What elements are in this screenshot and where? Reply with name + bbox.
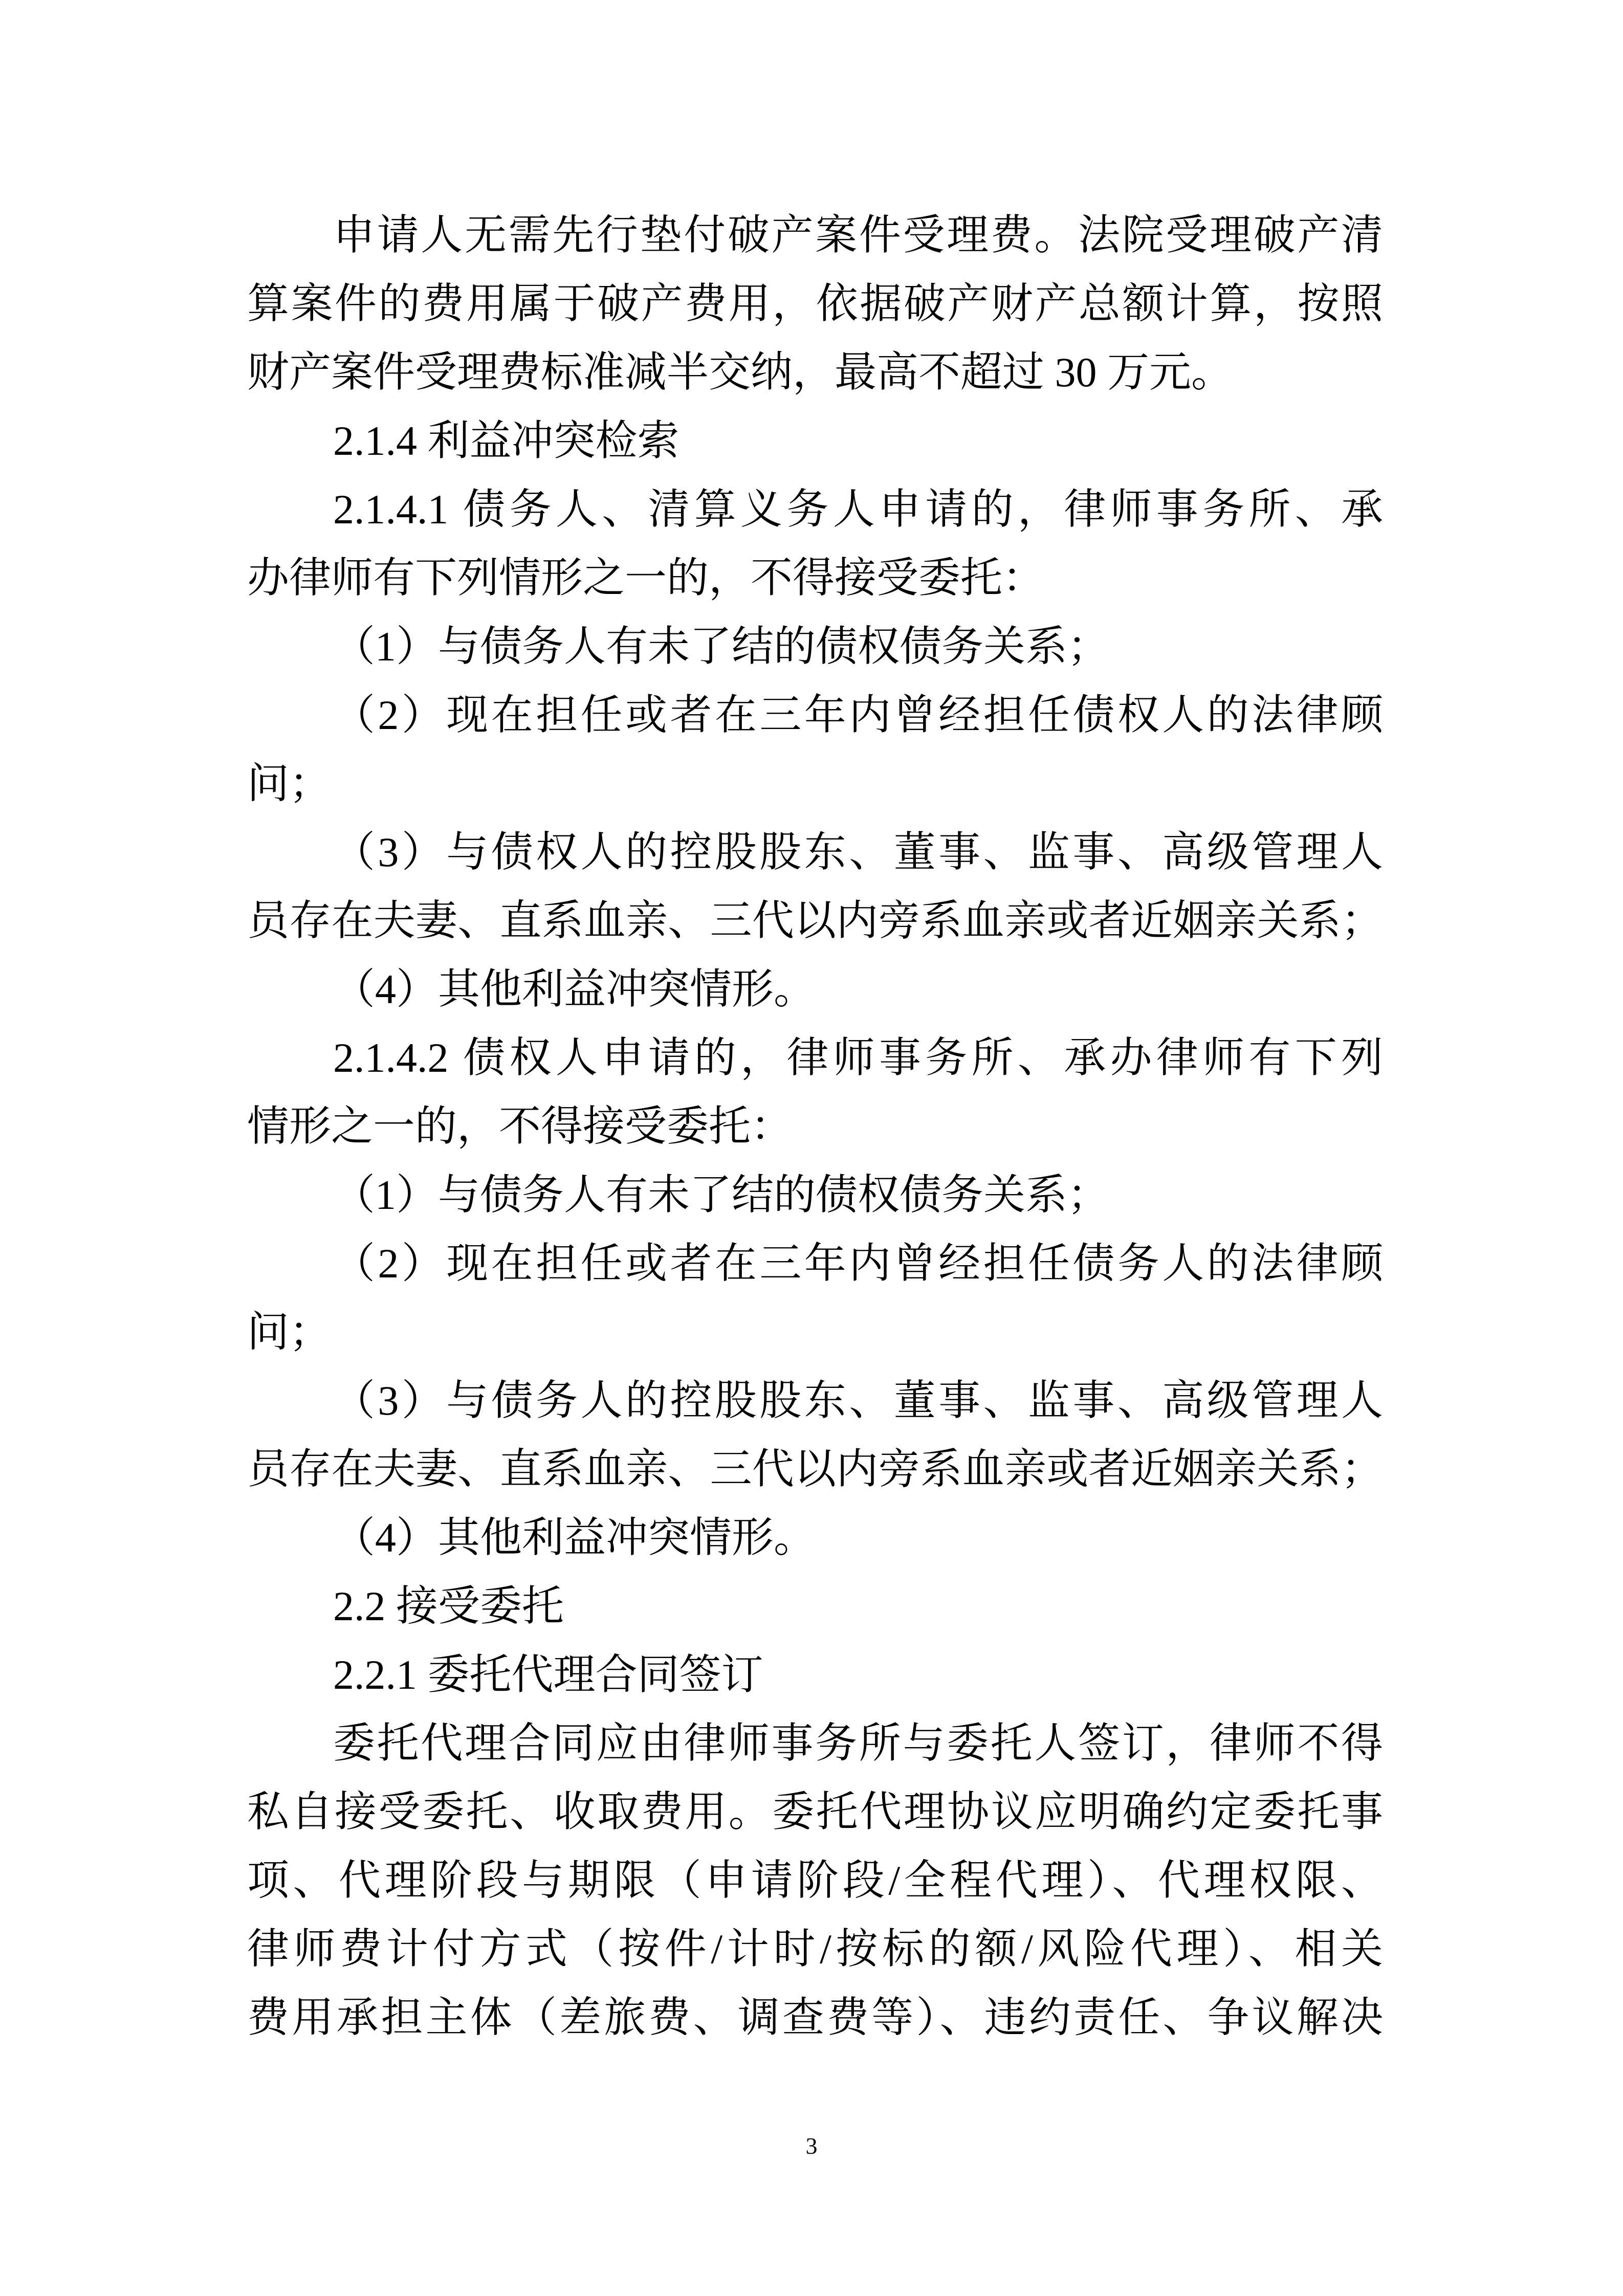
text-line: 委托代理合同应由律师事务所与委托人签订，律师不得 — [333, 1720, 1383, 1767]
text-line: （3）与债务人的控股股东、董事、监事、高级管理人 — [333, 1377, 1383, 1424]
text-line: 办律师有下列情形之一的，不得接受委托： — [247, 555, 1045, 601]
text-line: （1）与债务人有未了结的债权债务关系； — [333, 1172, 1110, 1218]
document-body — [247, 201, 1383, 2052]
text-line: 员存在夫妻、直系血亲、三代以内旁系血亲或者近姻亲关系； — [247, 1446, 1383, 1492]
text-line: （1）与债务人有未了结的债权债务关系； — [333, 623, 1110, 670]
text-line: 员存在夫妻、直系血亲、三代以内旁系血亲或者近姻亲关系； — [247, 897, 1383, 944]
text-line: 申请人无需先行垫付破产案件受理费。法院受理破产清 — [333, 212, 1383, 258]
text-line: 问； — [247, 1309, 332, 1355]
page-number: 3 — [805, 2133, 818, 2159]
text-line: （4）其他利益冲突情形。 — [333, 966, 816, 1012]
text-line: 2.1.4.1 债务人、清算义务人申请的，律师事务所、承 — [333, 486, 1383, 533]
text-line: 2.2.1 委托代理合同签订 — [333, 1651, 763, 1698]
text-line: 问； — [247, 760, 332, 807]
text-line: （2）现在担任或者在三年内曾经担任债权人的法律顾 — [333, 692, 1383, 738]
text-line: 律师费计付方式（按件/计时/按标的额/风险代理）、相关 — [247, 1926, 1383, 1972]
text-line: 2.1.4 利益冲突检索 — [333, 417, 679, 464]
text-line: 2.1.4.2 债权人申请的，律师事务所、承办律师有下列 — [333, 1034, 1383, 1081]
text-line: 私自接受委托、收取费用。委托代理协议应明确约定委托事 — [247, 1789, 1383, 1835]
text-line: 2.2 接受委托 — [333, 1583, 564, 1629]
text-line: （4）其他利益冲突情形。 — [333, 1514, 816, 1561]
text-line: （2）现在担任或者在三年内曾经担任债务人的法律顾 — [333, 1240, 1383, 1287]
text-line: 项、代理阶段与期限（申请阶段/全程代理）、代理权限、 — [247, 1857, 1383, 1904]
text-line: 财产案件受理费标准减半交纳，最高不超过 30 万元。 — [247, 349, 1234, 395]
text-line: 情形之一的，不得接受委托： — [247, 1103, 793, 1150]
text-line: 算案件的费用属于破产费用，依据破产财产总额计算，按照 — [247, 280, 1383, 327]
text-line: 费用承担主体（差旅费、调查费等）、违约责任、争议解决 — [247, 1994, 1383, 2041]
text-line: （3）与债权人的控股股东、董事、监事、高级管理人 — [333, 829, 1383, 875]
